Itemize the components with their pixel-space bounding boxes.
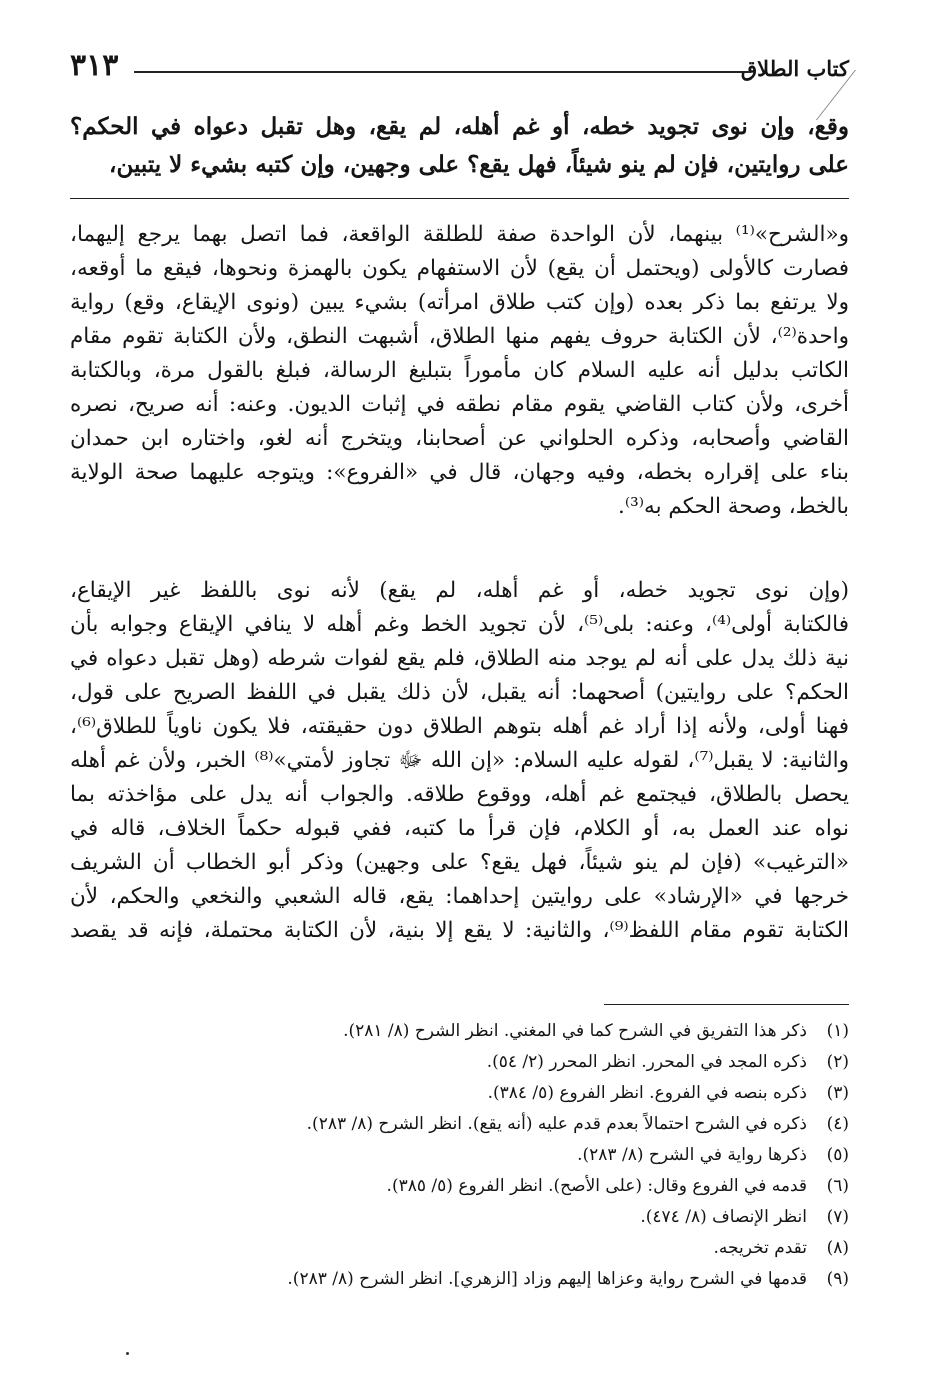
- footnote: [70, 1078, 849, 1109]
- footnote-number: (٣): [826, 1083, 849, 1103]
- commentary-line: الكتابة تقوم مقام اللفظ⁽⁹⁾، والثانية: لا يقع إلا بنية، لأن الكتابة محتملة، فإنه قد يقصد: [70, 918, 849, 943]
- commentary-line: الكاتب بدليل أنه عليه السلام كان مأموراً بتبليغ الرسالة، فبلغ بالقول مرة، وبالكتابة: [70, 358, 849, 383]
- matn-separator: [70, 198, 849, 199]
- chapter-title: كتاب الطلاق: [740, 56, 849, 81]
- footnote: [70, 1109, 849, 1140]
- footnote-text: ذكر هذا التفريق في الشرح كما في المغني. انظر الشرح (٨/ ٢٨١).: [343, 1021, 807, 1041]
- commentary-line: خرجها في «الإرشاد» على روايتين إحداهما: يقع، قاله الشعبي والنخعي والحكم، لأن: [70, 884, 849, 909]
- footnote-text: انظر الإنصاف (٨/ ٤٧٤).: [640, 1207, 807, 1227]
- commentary-line: أخرى، ولأن كتاب القاضي يقوم مقام نطقه في إثبات الديون. وعنه: أنه صريح، نصره: [70, 392, 849, 417]
- footnote-text: ذكره في الشرح احتمالاً بعدم قدم عليه (أنه يقع). انظر الشرح (٨/ ٢٨٣).: [306, 1114, 807, 1134]
- footnote-number: (٩): [826, 1269, 849, 1289]
- footnote-number: (٨): [826, 1238, 849, 1258]
- commentary-line: بالخط، وصحة الحكم به⁽³⁾.: [618, 494, 849, 519]
- commentary-line: نواه عند العمل به، أو الكلام، فإن قرأ ما كتبه، ففي قبوله حكماً الخلاف، قاله في: [70, 816, 849, 841]
- footnote: [70, 1171, 849, 1202]
- matn-line: وقع، وإن نوى تجويد خطه، أو غم أهله، لم يقع، وهل تقبل دعواه في الحكم؟: [70, 113, 849, 140]
- footnote: [70, 1202, 849, 1233]
- footnote-text: تقدم تخريجه.: [713, 1238, 807, 1258]
- commentary-line: فالكتابة أولى⁽⁴⁾، وعنه: بلى⁽⁵⁾، لأن تجويد الخط وغم أهله لا ينافي الإيقاع وجوابه بأن: [70, 612, 849, 637]
- commentary-line: فهنا أولى، ولأنه إذا أراد غم أهله بتوهم الطلاق دون حقيقته، فلا يكون ناوياً للطلاق⁽⁶⁾،: [70, 714, 849, 739]
- running-header: [70, 44, 849, 84]
- footnote: [70, 1264, 849, 1295]
- page-speck: [126, 1352, 129, 1355]
- footnote-text: قدمه في الفروع وقال: (على الأصح). انظر الفروع (٥/ ٣٨٥).: [386, 1176, 807, 1196]
- commentary-line: الحكم؟ على روايتين) أصحهما: أنه يقبل، لأن ذلك يقبل في اللفظ الصريح على قول،: [70, 680, 849, 705]
- footnote: [70, 1016, 849, 1047]
- commentary-paragraph-2: [70, 574, 849, 948]
- matn-text: [70, 108, 849, 184]
- footnote-text: ذكره المجد في المحرر. انظر المحرر (٢/ ٥٤).: [486, 1052, 807, 1072]
- matn-line: على روايتين، فإن لم ينو شيئاً، فهل يقع؟ على وجهين، وإن كتبه بشيء لا يتبين،: [109, 151, 849, 178]
- commentary-line: (وإن نوى تجويد خطه، أو غم أهله، لم يقع) لأنه نوى باللفظ غير الإيقاع،: [70, 578, 849, 603]
- page-number: ٣١٣: [70, 48, 119, 83]
- commentary-line: نية ذلك يدل على أنه لم يوجد منه الطلاق، فلم يقع لفوات شرطه (وهل تقبل دعواه في: [70, 646, 849, 671]
- footnote-number: (١): [826, 1021, 849, 1041]
- footnote-number: (٤): [826, 1114, 849, 1134]
- commentary-line: واحدة⁽²⁾، لأن الكتابة حروف يفهم منها الطلاق، أشبهت النطق، ولأن الكتابة تقوم مقام: [70, 324, 849, 349]
- commentary-line: «الترغيب» (فإن لم ينو شيئاً، فهل يقع؟ على وجهين) وذكر أبو الخطاب أن الشريف: [70, 850, 849, 875]
- footnote: [70, 1140, 849, 1171]
- footnote: [70, 1047, 849, 1078]
- commentary-line: القاضي وأصحابه، وذكره الحلواني عن أصحابنا، ويتخرج أنه لغو، واختاره ابن حمدان: [70, 426, 849, 451]
- commentary-line: يحصل بالطلاق، فيجتمع غم أهله، ووقوع طلاقه. والجواب أنه يدل على مؤاخذته بما: [70, 782, 849, 807]
- commentary-line: و«الشرح»⁽¹⁾ بينهما، لأن الواحدة صفة للطلقة الواقعة، فما اتصل بهما يرجع إليهما،: [70, 222, 849, 247]
- footnote: [70, 1233, 849, 1264]
- footnote-text: ذكرها رواية في الشرح (٨/ ٢٨٣).: [577, 1145, 807, 1165]
- footnote-number: (٦): [826, 1176, 849, 1196]
- commentary-line: بناء على إقراره بخطه، وفيه وجهان، قال في «الفروع»: ويتوجه عليهما صحة الولاية: [70, 460, 849, 485]
- header-rule: [134, 71, 751, 73]
- footnotes: [70, 1016, 849, 1295]
- commentary-line: فصارت كالأولى (ويحتمل أن يقع) لأن الاستفهام يكون بالهمزة ونحوها، فيقع ما أوقعه،: [70, 256, 849, 281]
- commentary-paragraph-1: [70, 218, 849, 524]
- footnote-separator: [604, 1004, 849, 1005]
- footnote-number: (٥): [826, 1145, 849, 1165]
- commentary-line: ولا يرتفع بما ذكر بعده (وإن كتب طلاق امرأته) بشيء يبين (ونوى الإيقاع، وقع) رواية: [70, 290, 849, 315]
- footnote-text: قدمها في الشرح رواية وعزاها إليهم وزاد [الزهري]. انظر الشرح (٨/ ٢٨٣).: [287, 1269, 807, 1289]
- commentary-line: والثانية: لا يقبل⁽⁷⁾، لقوله عليه السلام: «إن الله ﷻ تجاوز لأمتي»⁽⁸⁾ الخبر، ولأن غم أهله: [70, 748, 849, 773]
- footnote-text: ذكره بنصه في الفروع. انظر الفروع (٥/ ٣٨٤).: [487, 1083, 807, 1103]
- footnote-number: (٢): [826, 1052, 849, 1072]
- footnote-number: (٧): [826, 1207, 849, 1227]
